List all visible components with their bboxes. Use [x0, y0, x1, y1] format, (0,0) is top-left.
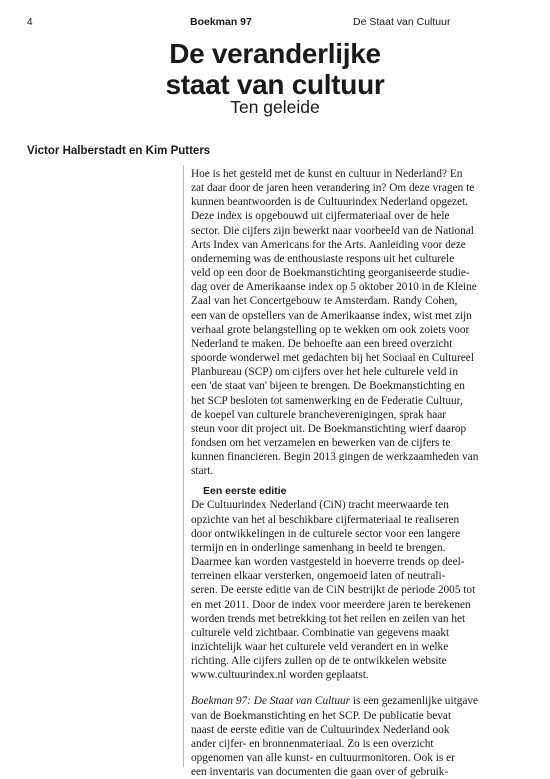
text-line: het SCP besloten tot samenwerking en de Federatie Cultuur,: [191, 394, 463, 407]
text-line: kunnen financieren. Begin 2013 gingen de werkzaamheden van: [191, 451, 479, 464]
text-line: veld op een door de Boekmanstichting georganiseerde studie-: [191, 267, 470, 280]
text-line: opzichte van het al beschikbare cijfermateriaal te realiseren: [191, 513, 460, 526]
text-line: terreinen elkaar versterken, ongemoeid laten of neutrali-: [191, 570, 446, 583]
text-line: een 'de staat van' bijeen te brengen. De Boekmanstichting en: [191, 380, 465, 393]
text-line: kunnen beantwoorden is de Cultuurindex Nederland opgezet.: [191, 196, 469, 209]
article-title: [0, 38, 550, 100]
text-line: Arts Index van Americans for the Arts. Aanleiding voor deze: [191, 238, 466, 251]
body-paragraph-intro: [191, 167, 536, 478]
page-number: 4: [27, 17, 33, 28]
running-head-journal: Boekman 97: [190, 16, 252, 28]
body-text-column: [183, 165, 536, 779]
text-line: Deze index is opgebouwd uit cijfermateriaal over de hele: [191, 210, 450, 223]
text-line: Hoe is het gesteld met de kunst en cultuur in Nederland? En: [191, 168, 463, 180]
text-line: zat daar door de jaren heen verandering in? Om deze vragen te: [191, 182, 475, 195]
text-line: de koepel van culturele brancheverenigingen, sprak haar: [191, 408, 447, 421]
paragraph-gap: [191, 682, 536, 694]
text-line: De Cultuurindex Nederland (CiN) tracht meerwaarde ten: [191, 499, 449, 512]
text-line: sector. Die cijfers zijn bewerkt naar voorbeeld van de National: [191, 224, 474, 237]
article-authors: Victor Halberstadt en Kim Putters: [27, 145, 211, 157]
text-line: richting. Alle cijfers zullen op de te ontwikkelen website: [191, 655, 447, 668]
text-line: fondsen om het verzamelen en bewerken van de cijfers te: [191, 436, 451, 449]
text-line: verhaal grote belangstelling op te wekken om ook zoiets voor: [191, 323, 470, 336]
text-line: culturele veld zichtbaar. Combinatie van gegevens maakt: [191, 626, 450, 639]
article-subtitle: Ten geleide: [230, 97, 320, 117]
text-line: steun voor dit project uit. De Boekmanstichting wierf daarop: [191, 422, 467, 435]
text-line: start.: [191, 465, 214, 478]
text-line: opgenomen van alle kunst- en cultuurmonitoren. Ook is er: [191, 752, 455, 765]
text-line: Planbureau (SCP) om cijfers over het hele culturele veld in: [191, 366, 458, 379]
text-line: Nederland te maken. De behoefte aan een breed overzicht: [191, 337, 453, 350]
text-line: Daarmee kan worden vastgesteld in hoeverre trends op deel-: [191, 556, 465, 569]
text-line: een van de opstellers van de Amerikaanse index, wist met zijn: [191, 309, 472, 322]
text-line: inzichtelijk waar het culturele veld verandert en in welke: [191, 641, 449, 653]
text-line: ander cijfer- en bronnenmateriaal. Zo is een overzicht: [191, 737, 434, 750]
text-line: en met 2011. Door de index voor meerdere jaren te berekenen: [191, 598, 471, 611]
publication-title: Boekman 97: De Staat van Cultuur: [191, 695, 351, 708]
text-line: dag over de Amerikaanse index op 5 oktober 2010 in de Kleine: [191, 281, 477, 294]
text-line: [191, 694, 536, 708]
running-head-section: De Staat van Cultuur: [353, 16, 451, 28]
text-line: seren. De eerste editie van de CiN bestrijkt de periode 2005 tot: [191, 584, 476, 597]
section-heading: Een eerste editie: [203, 485, 287, 498]
article-title-line: staat van cultuur: [165, 69, 385, 100]
text-line: van de Boekmanstichting en het SCP. De publicatie bevat: [191, 709, 452, 722]
text-line: een inventaris van documenten die gaan over of gebruik-: [191, 766, 449, 779]
body-paragraph-first-edition: [191, 498, 536, 682]
text-fragment: is een gezamenlijke uitgave: [350, 695, 479, 708]
text-line: naast de eerste editie van de Cultuurindex Nederland ook: [191, 723, 450, 736]
article-title-line: De veranderlijke: [169, 38, 381, 69]
text-line: door ontwikkelingen in de culturele sector voor een langere: [191, 527, 461, 540]
text-line: spoorde wonderwel met gedachten bij het Sociaal en Cultureel: [191, 352, 474, 365]
text-line: www.cultuurindex.nl worden geplaatst.: [191, 669, 369, 682]
text-line: Zaal van het Concertgebouw te Amsterdam. Randy Cohen,: [191, 295, 458, 308]
text-line: worden trends met betrekking tot het reilen en zeilen van het: [191, 612, 466, 625]
text-line: onderneming was de enthousiaste respons uit het culturele: [191, 252, 455, 265]
text-line: termijn en in onderlinge samenhang in beeld te brengen.: [191, 541, 446, 554]
body-paragraph-publication: [191, 694, 536, 779]
